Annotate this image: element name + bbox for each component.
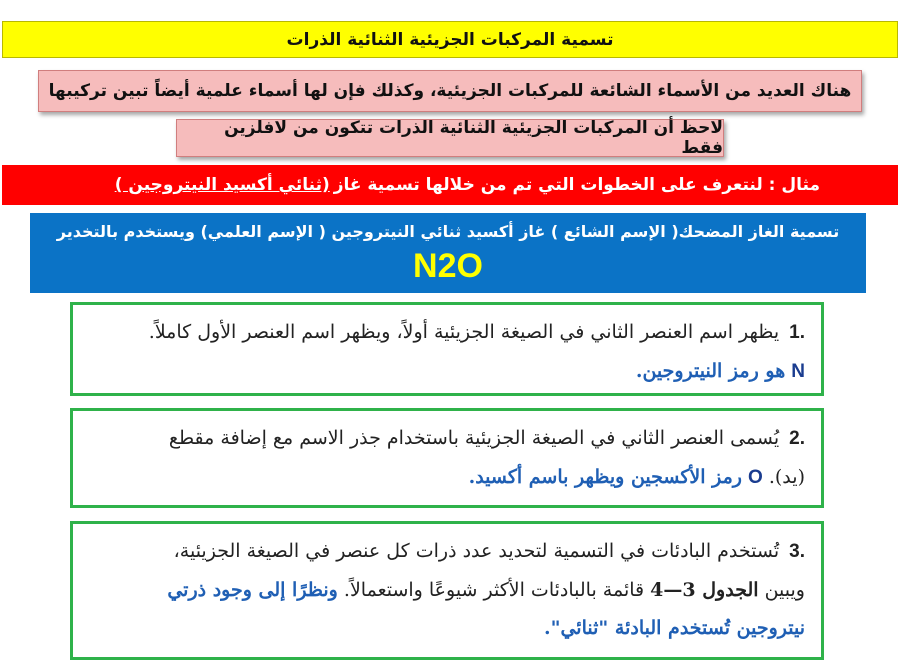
step-number: .2 — [789, 428, 805, 449]
step-number: .1 — [789, 322, 805, 343]
step-note: نيتروجين تُستخدم البادئة "ثنائي". — [543, 617, 805, 639]
step-line — [87, 458, 805, 497]
step-text: ويبين — [764, 579, 805, 601]
example-text: مثال : لنتعرف على الخطوات التي تم من خلالها تسمية غاز — [333, 175, 820, 195]
step-line — [87, 609, 805, 647]
step-line — [87, 571, 805, 609]
intro-note-nonmetals — [176, 119, 724, 157]
element-symbol: O — [748, 467, 763, 488]
step-text: تُستخدم البادئات في التسمية لتحديد عدد ذرات كل عنصر في الصيغة الجزيئية، — [173, 540, 780, 562]
example-compound-name: (ثنائي أكسيد النيتروجين ) — [114, 175, 330, 195]
step-text: يُسمى العنصر الثاني في الصيغة الجزيئية باستخدام جذر الاسم مع إضافة مقطع — [168, 427, 780, 449]
step-card-3 — [70, 521, 824, 660]
chemical-formula: N2O — [413, 247, 483, 285]
step-number: .3 — [789, 541, 805, 562]
step-card-2 — [70, 408, 824, 508]
laughing-gas-box — [30, 213, 866, 293]
step-line — [87, 419, 805, 458]
page-title-text: تسمية المركبات الجزيئية الثنائية الذرات — [286, 29, 614, 50]
step-line — [87, 313, 805, 352]
element-symbol: N — [791, 361, 805, 382]
step-note: ونظرًا إلى وجود ذرتي — [167, 579, 338, 601]
example-banner — [2, 165, 898, 205]
step-text: (يد). — [768, 466, 805, 488]
table-reference: الجدول 3—4 — [650, 579, 759, 601]
step-text: يظهر اسم العنصر الثاني في الصيغة الجزيئية أولاً، ويظهر اسم العنصر الأول كاملاً. — [148, 321, 780, 343]
step-note: رمز الأكسجين ويظهر باسم أكسيد. — [468, 466, 742, 488]
step-line — [87, 532, 805, 571]
step-line — [87, 352, 805, 391]
step-card-1 — [70, 302, 824, 396]
step-text: قائمة بالبادئات الأكثر شيوعًا واستعمالاً. — [343, 579, 645, 601]
page-title — [2, 21, 898, 58]
intro-note-text: لاحظ أن المركبات الجزيئية الثنائية الذرات تتكون من لافلزين فقط — [224, 118, 723, 158]
intro-note-text: هناك العديد من الأسماء الشائعة للمركبات الجزيئية، وكذلك فإن لها أسماء علمية أيضاً تبين تركيبها — [48, 81, 852, 101]
laughing-gas-description: تسمية الغاز المضحك( الإسم الشائع ) غاز أكسيد ثنائي النيتروجين ( الإسم العلمي) ويستخدم بالتخدير — [56, 222, 840, 241]
step-note: هو رمز النيتروجين. — [635, 360, 786, 382]
intro-note-common-names — [38, 70, 862, 112]
